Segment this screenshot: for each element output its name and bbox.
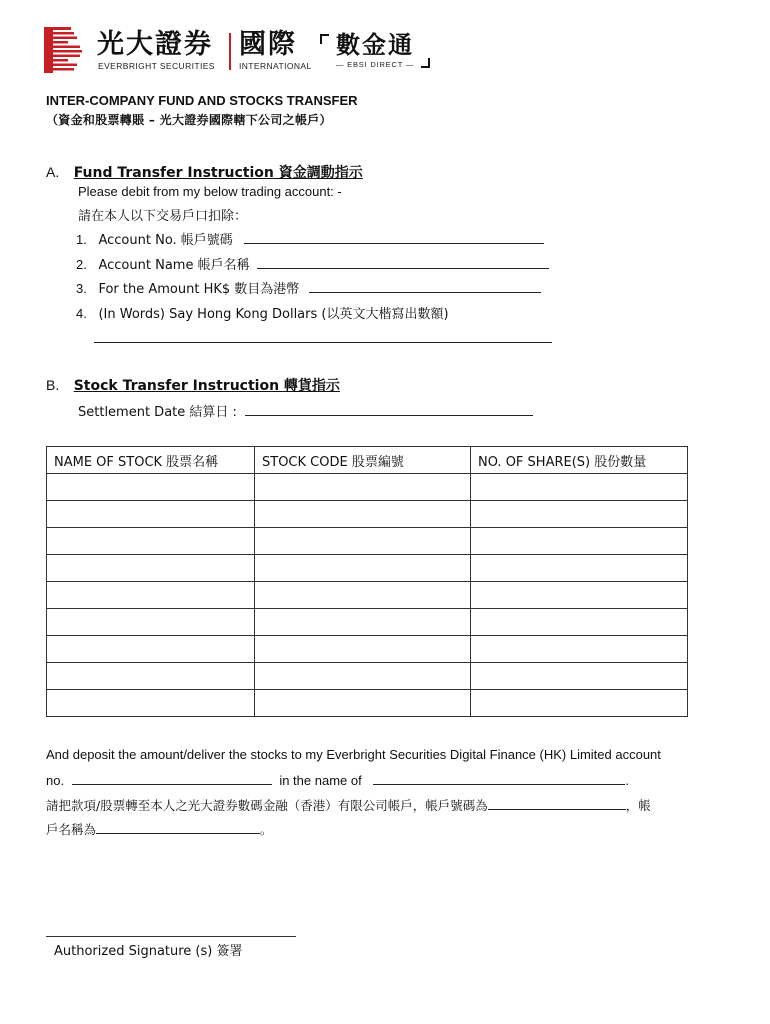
stock-code-cell[interactable] bbox=[255, 636, 471, 663]
stock-code-cell[interactable] bbox=[255, 690, 471, 717]
list-item-account-name bbox=[76, 254, 556, 273]
stock-transfer-table bbox=[46, 446, 688, 717]
deposit-name-cn-end: 。 bbox=[260, 822, 273, 837]
logo-divider bbox=[229, 33, 231, 70]
deposit-text-cn: 請把款項/股票轉至本人之光大證券數碼金融（香港）有限公司帳戶，帳戶號碼為 bbox=[46, 798, 488, 813]
shares-cell[interactable] bbox=[471, 528, 688, 555]
item-number: 3. bbox=[76, 281, 87, 296]
stock-code-cell[interactable] bbox=[255, 582, 471, 609]
item-number: 1. bbox=[76, 232, 87, 247]
table-row bbox=[47, 609, 688, 636]
stock-name-cell[interactable] bbox=[47, 690, 255, 717]
brand-intl-en: INTERNATIONAL bbox=[239, 61, 312, 71]
table-row bbox=[47, 582, 688, 609]
debit-intro-cn: 請在本人以下交易戶口扣除： bbox=[78, 209, 248, 224]
brand-name-en: EVERBRIGHT SECURITIES bbox=[98, 61, 215, 71]
deposit-account-row bbox=[46, 772, 686, 788]
stock-code-cell[interactable] bbox=[255, 528, 471, 555]
table-row bbox=[47, 690, 688, 717]
stock-name-cell[interactable] bbox=[47, 528, 255, 555]
shares-cell[interactable] bbox=[471, 582, 688, 609]
shares-cell[interactable] bbox=[471, 636, 688, 663]
deposit-account-name-field-cn[interactable] bbox=[96, 821, 260, 834]
stock-name-cell[interactable] bbox=[47, 474, 255, 501]
deposit-period: . bbox=[625, 773, 629, 788]
stock-code-cell[interactable] bbox=[255, 663, 471, 690]
deposit-no-label: no. bbox=[46, 773, 65, 788]
settlement-date-label: Settlement Date 結算日 : bbox=[78, 405, 237, 420]
bracket-left-icon bbox=[320, 34, 329, 44]
stock-code-cell[interactable] bbox=[255, 501, 471, 528]
signature-line[interactable] bbox=[46, 936, 296, 937]
shares-cell[interactable] bbox=[471, 663, 688, 690]
section-b-letter: B. bbox=[46, 377, 60, 393]
table-row bbox=[47, 528, 688, 555]
settlement-date-row bbox=[78, 401, 548, 421]
stock-name-cell[interactable] bbox=[47, 609, 255, 636]
stock-code-cell[interactable] bbox=[255, 609, 471, 636]
form-title: INTER-COMPANY FUND AND STOCKS TRANSFER bbox=[46, 93, 358, 108]
brand-intl-cn: 國際 bbox=[239, 29, 297, 60]
table-row bbox=[47, 663, 688, 690]
table-row bbox=[47, 501, 688, 528]
section-b-title: Stock Transfer Instruction 轉貨指示 bbox=[73, 378, 340, 394]
deposit-name-cn-label: 戶名稱為 bbox=[46, 822, 97, 837]
col-header-stock-code: STOCK CODE 股票編號 bbox=[255, 447, 471, 474]
bracket-right-icon bbox=[421, 58, 430, 68]
amount-field[interactable] bbox=[309, 280, 541, 293]
shares-cell[interactable] bbox=[471, 690, 688, 717]
section-b-heading bbox=[46, 375, 340, 395]
deposit-account-no-field-cn[interactable] bbox=[488, 797, 626, 810]
deposit-text-cn-row bbox=[46, 796, 736, 814]
brand-direct-cn: 數金通 bbox=[336, 31, 414, 59]
stock-name-cell[interactable] bbox=[47, 582, 255, 609]
shares-cell[interactable] bbox=[471, 501, 688, 528]
list-item-account-no bbox=[76, 229, 556, 248]
deposit-name-label: in the name of bbox=[279, 773, 362, 788]
stock-name-cell[interactable] bbox=[47, 636, 255, 663]
amount-words-label: (In Words) Say Hong Kong Dollars (以英文大楷寫出數額) bbox=[98, 307, 449, 322]
settlement-date-field[interactable] bbox=[245, 403, 533, 416]
debit-intro-en: Please debit from my below trading account: - bbox=[78, 184, 342, 199]
list-item-amount-words bbox=[76, 303, 556, 322]
stock-code-cell[interactable] bbox=[255, 474, 471, 501]
deposit-name-cn-row bbox=[46, 820, 273, 838]
form-subtitle: （資金和股票轉賬 – 光大證券國際轄下公司之帳戶） bbox=[46, 113, 332, 127]
col-header-shares: NO. OF SHARE(S) 股份數量 bbox=[471, 447, 688, 474]
shares-cell[interactable] bbox=[471, 555, 688, 582]
stock-name-cell[interactable] bbox=[47, 501, 255, 528]
signature-label: Authorized Signature (s) 簽署 bbox=[54, 944, 243, 959]
item-number: 2. bbox=[76, 257, 87, 272]
deposit-text-cn-tail: ，帳 bbox=[625, 798, 651, 813]
account-name-label: Account Name 帳戶名稱 bbox=[98, 258, 250, 273]
account-name-field[interactable] bbox=[257, 256, 549, 269]
brand-name-cn: 光大證券 bbox=[97, 29, 213, 60]
table-row bbox=[47, 636, 688, 663]
stock-code-cell[interactable] bbox=[255, 555, 471, 582]
section-a-title: Fund Transfer Instruction 資金調動指示 bbox=[73, 165, 363, 181]
deposit-account-no-field[interactable] bbox=[72, 772, 272, 785]
table-row bbox=[47, 555, 688, 582]
amount-label: For the Amount HK$ 數目為港幣 bbox=[98, 282, 300, 297]
shares-cell[interactable] bbox=[471, 474, 688, 501]
section-a-heading bbox=[46, 162, 363, 182]
table-header-row bbox=[47, 447, 688, 474]
item-number: 4. bbox=[76, 306, 87, 321]
deposit-text-en: And deposit the amount/deliver the stocks to my Everbright Securities Digital Finance (HK) Limited account bbox=[46, 747, 661, 762]
account-no-field[interactable] bbox=[244, 231, 544, 244]
brand-direct-en: — EBSI DIRECT — bbox=[336, 60, 415, 69]
deposit-account-name-field[interactable] bbox=[373, 772, 625, 785]
shares-cell[interactable] bbox=[471, 609, 688, 636]
col-header-stock-name: NAME OF STOCK 股票名稱 bbox=[47, 447, 255, 474]
stock-name-cell[interactable] bbox=[47, 555, 255, 582]
list-item-amount bbox=[76, 278, 556, 297]
everbright-logo-icon bbox=[44, 27, 84, 73]
stock-name-cell[interactable] bbox=[47, 663, 255, 690]
amount-words-field[interactable] bbox=[94, 330, 552, 343]
section-a-letter: A. bbox=[46, 164, 60, 180]
table-row bbox=[47, 474, 688, 501]
account-no-label: Account No. 帳戶號碼 bbox=[98, 233, 233, 248]
